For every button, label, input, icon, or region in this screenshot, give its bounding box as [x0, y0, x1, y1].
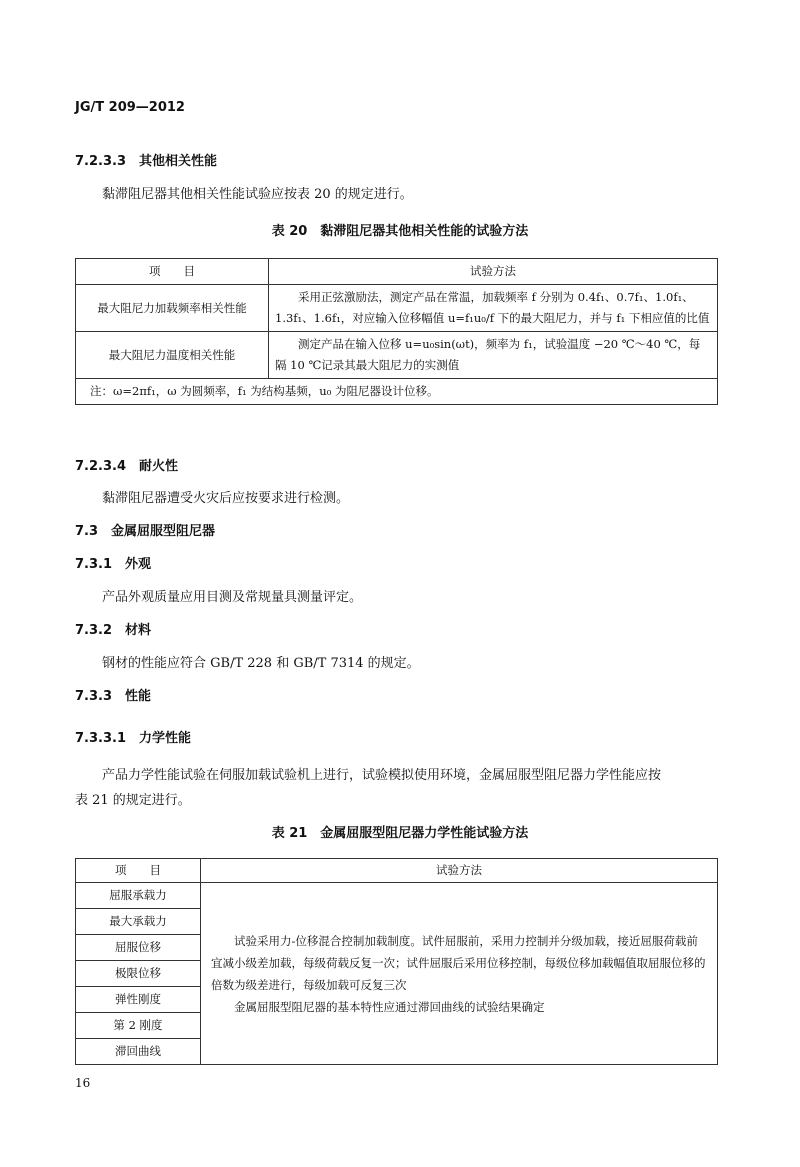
table-header: 试验方法	[269, 259, 718, 285]
paragraph: 表 21 的规定进行。	[75, 793, 191, 808]
section-number: 7.3	[75, 524, 99, 539]
section-number: 7.3.2	[75, 623, 113, 638]
section-number: 7.3.1	[75, 557, 113, 572]
heading-7-2-3-3	[75, 150, 217, 169]
table-20	[75, 258, 718, 405]
table-header: 试验方法	[201, 859, 718, 883]
section-title: 力学性能	[139, 731, 192, 746]
table-cell: 采用正弦激励法，测定产品在常温，加载频率 f 分别为 0.4f₁、0.7f₁、1.0f₁、1.3f₁、1.6f₁，对应输入位移幅值 u=f₁u₀/f 下的最大阻尼力，并与 f₁ 下相应值的比值	[269, 285, 718, 332]
table-cell: 最大阻尼力温度相关性能	[76, 332, 269, 379]
table-cell: 第 2 刚度	[76, 1013, 201, 1039]
paragraph: 黏滞阻尼器其他相关性能试验应按表 20 的规定进行。	[102, 187, 413, 202]
section-title: 材料	[125, 623, 152, 638]
table-header: 项 目	[76, 859, 201, 883]
table-cell: 滞回曲线	[76, 1039, 201, 1065]
section-number: 7.3.3.1	[75, 731, 126, 746]
paragraph: 钢材的性能应符合 GB/T 228 和 GB/T 7314 的规定。	[102, 656, 420, 671]
table-cell: 屈服承载力	[76, 883, 201, 909]
page-number: 16	[75, 1076, 91, 1090]
section-title: 性能	[125, 689, 152, 704]
section-title: 其他相关性能	[139, 154, 218, 169]
table-note: 注：ω=2πf₁，ω 为圆频率，f₁ 为结构基频，u₀ 为阻尼器设计位移。	[76, 379, 718, 405]
table-cell: 极限位移	[76, 961, 201, 987]
heading-7-3-3	[75, 685, 151, 704]
table-21-caption: 表 21 金属屈服型阻尼器力学性能试验方法	[271, 826, 529, 841]
heading-7-2-3-4	[75, 455, 178, 474]
table-cell: 测定产品在输入位移 u=u₀sin(ωt)，频率为 f₁，试验温度 −20 ℃～40 ℃，每隔 10 ℃记录其最大阻尼力的实测值	[269, 332, 718, 379]
heading-7-3	[75, 520, 215, 539]
paragraph: 产品力学性能试验在伺服加载试验机上进行，试验模拟使用环境，金属屈服型阻尼器力学性能应按	[102, 768, 662, 783]
section-number: 7.3.3	[75, 689, 113, 704]
section-number: 7.2.3.4	[75, 459, 126, 474]
section-number: 7.2.3.3	[75, 154, 126, 169]
table-cell: 弹性刚度	[76, 987, 201, 1013]
table-row	[76, 285, 718, 332]
standard-header: JG/T 209—2012	[75, 100, 185, 115]
table-21	[75, 858, 718, 1065]
table-20-caption: 表 20 黏滞阻尼器其他相关性能的试验方法	[271, 224, 529, 239]
table-cell: 最大阻尼力加载频率相关性能	[76, 285, 269, 332]
heading-7-3-3-1	[75, 727, 191, 746]
section-title: 外观	[125, 557, 152, 572]
method-text: 试验采用力-位移混合控制加载制度。试件屈服前，采用力控制并分级加载，接近屈服荷载前宜减小级差加载，每级荷载反复一次；试件屈服后采用位移控制，每级位移加载幅值取屈服位移的倍数为级差进行，每级加载可反复三次	[211, 933, 706, 992]
table-row	[76, 332, 718, 379]
table-cell: 最大承载力	[76, 909, 201, 935]
paragraph: 黏滞阻尼器遭受火灾后应按要求进行检测。	[102, 491, 350, 506]
heading-7-3-2	[75, 619, 151, 638]
section-title: 耐火性	[139, 459, 179, 474]
method-text: 金属屈服型阻尼器的基本特性应通过滞回曲线的试验结果确定	[234, 999, 545, 1014]
section-title: 金属屈服型阻尼器	[111, 524, 216, 539]
table-header: 项 目	[76, 259, 269, 285]
paragraph: 产品外观质量应用目测及常规量具测量评定。	[102, 590, 363, 605]
table-cell: 屈服位移	[76, 935, 201, 961]
heading-7-3-1	[75, 553, 151, 572]
table-cell	[201, 883, 718, 1065]
